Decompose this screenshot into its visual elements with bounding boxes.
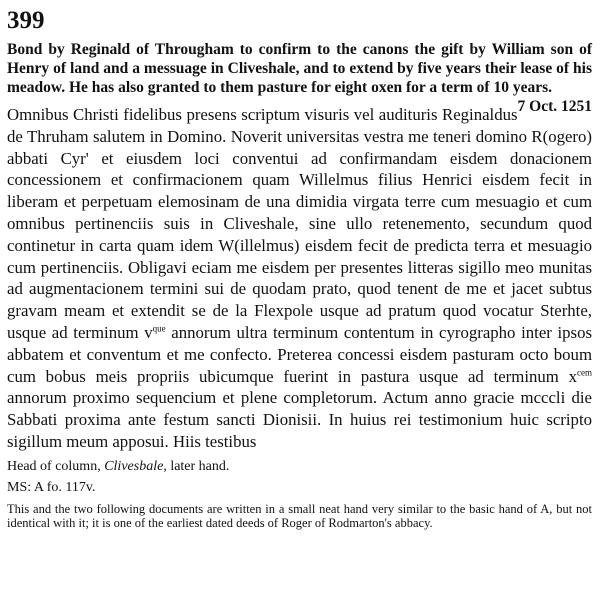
head-note-prefix: Head of column,: [7, 458, 105, 474]
document-date: 7 Oct. 1251: [517, 98, 592, 115]
charter-text-part-3: annorum proximo sequencium et plene completorum. Actum anno gracie mcccli die Sabbati proxima ante festum sancti Dionisii. In huius rei testimonium huic scripto sigillum meum apposui. Hiis testibus: [7, 388, 592, 451]
document-number: 399: [7, 7, 45, 34]
head-of-column-note: [7, 459, 592, 475]
charter-text: [7, 104, 592, 453]
charter-text-part-1: Omnibus Christi fidelibus presens scriptum visuris vel audituris Reginaldus de Thruham salutem in Domino. Noverit universitas vestra me teneri domino R(ogero) abbati Cyr' et eiusdem loci conventui ad confirmandam eisdem donacionem concessionem et confirmacionem quam Willelmus filius Henrici eisdem fecit in liberam et perpetuam elemosinam de una dimidia virgata terre cum mesuagio et cum omnibus pertinenciis suis in Cliveshale, sine ullo retenemento, secundum quod continetur in carta quam idem W(illelmus) eisdem fecit de predicta terra et mesuagio cum pertinenciis. Obligavi eciam me eisdem per presentes litteras sigillo meo munitas ad augmentacionem termini sui de quodam prato, quod tenent de me et jacet subtus gravam meam et extendit se de la Flexpole usque ad pratum quod vocatur Sterhte, usque ad terminum v: [7, 105, 592, 342]
summary-text: Bond by Reginald of Througham to confirm to the canons the gift by William son of Henry of land and a messuage in Cliveshale, and to extend by five years their lease of his meadow. He has also granted to them pasture for eight oxen for a term of 10 years.: [7, 41, 592, 96]
document-summary: [7, 40, 592, 115]
superscript-que: que: [152, 323, 166, 334]
charter-text-part-2: annorum ultra terminum contentum in cyrographo inter ipsos abbatem et conventum et me confecto. Preterea concessi eisdem pasturam octo boum cum bobus meis propriis ubicumque fuerint in pastura usque ad terminum x: [7, 322, 593, 386]
head-note-italic: Clivesbale: [104, 458, 164, 474]
footnote: This and the two following documents are written in a small neat hand very similar to the basic hand of A, but not identical with it; it is one of the earliest dated deeds of Roger of Rodmarton's abbacy.: [7, 501, 592, 531]
superscript-cem: cem: [577, 366, 592, 377]
manuscript-reference: MS: A fo. 117v.: [7, 479, 96, 495]
head-note-suffix: , later hand.: [163, 458, 230, 474]
